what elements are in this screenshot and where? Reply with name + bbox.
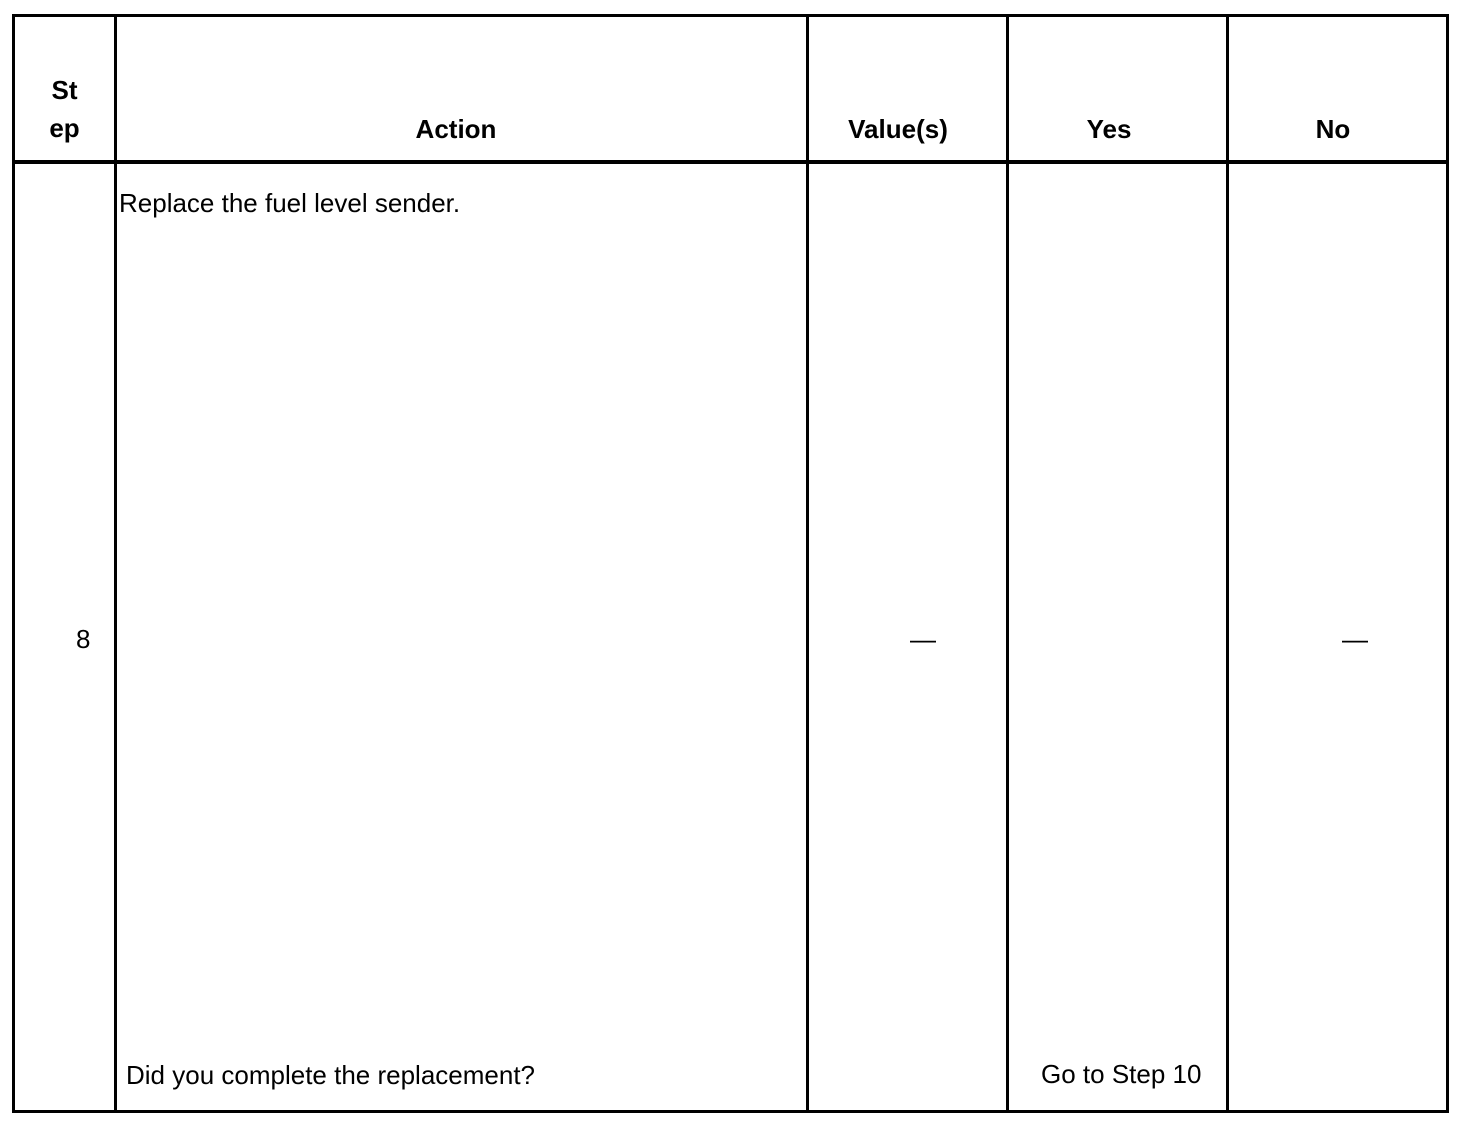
header-step-line2: ep <box>49 113 80 143</box>
action-column-divider <box>806 14 809 1113</box>
table-left-border <box>12 14 15 1113</box>
yes-result: Go to Step 10 <box>1041 1059 1202 1089</box>
no-dash-text: — <box>1342 624 1368 654</box>
header-step <box>15 71 114 147</box>
header-bottom-border <box>12 160 1449 164</box>
header-action: Action <box>415 114 497 144</box>
no-dash <box>1342 623 1368 655</box>
action-instruction: Replace the fuel level sender. <box>119 188 461 218</box>
header-yes: Yes <box>1086 114 1132 144</box>
values-dash-text: — <box>910 624 936 654</box>
action-question: Did you complete the replacement? <box>126 1060 536 1090</box>
header-values: Value(s) <box>848 114 948 144</box>
diagnostic-step-table <box>12 14 1449 1113</box>
step-column-divider <box>114 14 117 1113</box>
table-right-border <box>1446 14 1449 1113</box>
yes-column-divider <box>1226 14 1229 1113</box>
values-column-divider <box>1006 14 1009 1113</box>
table-bottom-border <box>12 1110 1449 1113</box>
step-number: 8 <box>76 624 91 654</box>
header-no: No <box>1315 114 1351 144</box>
values-dash <box>910 623 936 655</box>
header-step-line1: St <box>51 75 78 105</box>
table-top-border <box>12 14 1449 17</box>
